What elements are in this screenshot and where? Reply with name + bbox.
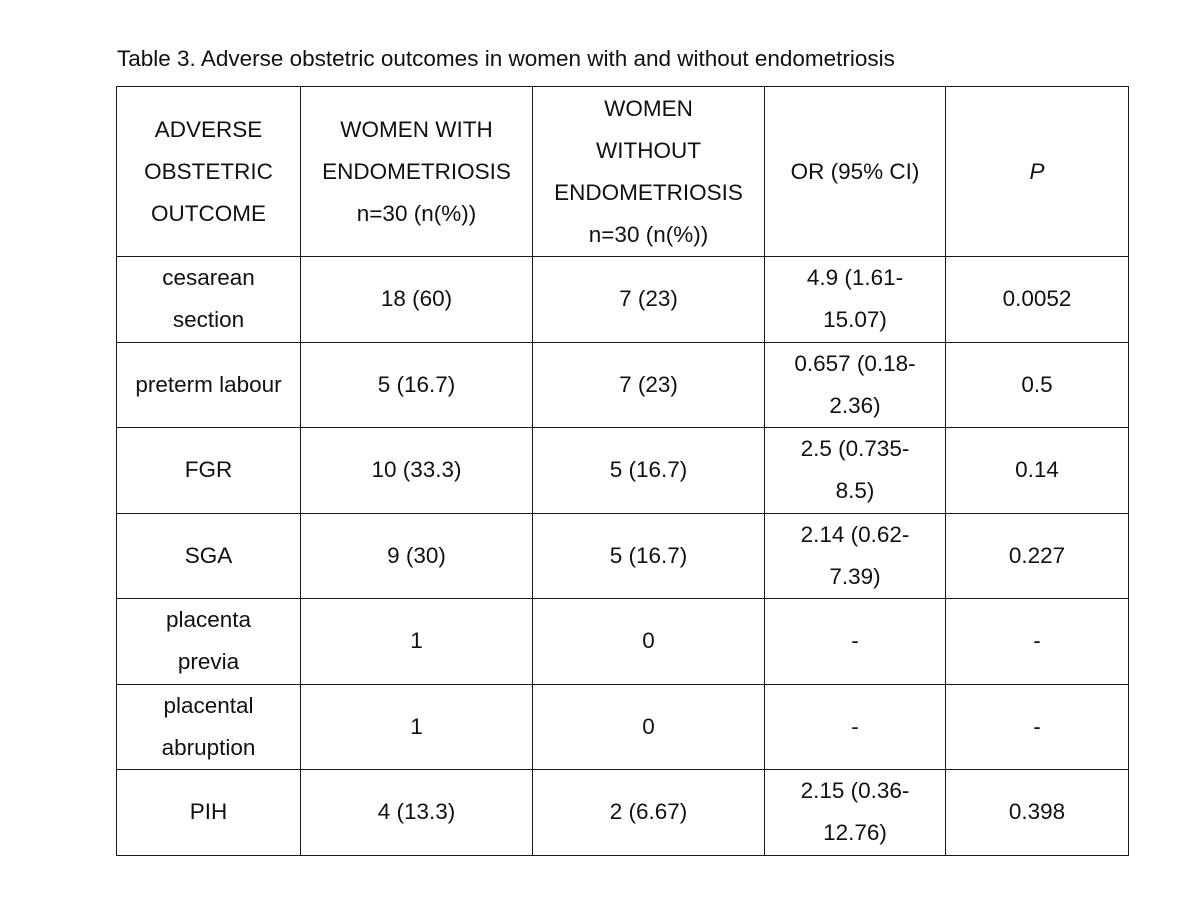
cell-text: section xyxy=(172,307,245,333)
cell-text: 2.36) xyxy=(829,392,881,418)
cell-outcome xyxy=(117,257,301,343)
cell-without-endometriosis xyxy=(533,513,765,599)
header-text: WITHOUT xyxy=(596,137,701,163)
cell-text: placental xyxy=(163,692,254,718)
header-text: OUTCOME xyxy=(151,200,266,226)
cell-text: FGR xyxy=(184,457,233,483)
cell-text: - xyxy=(1033,713,1041,739)
cell-with-endometriosis xyxy=(301,684,533,770)
header-text: OR (95% CI) xyxy=(790,158,920,184)
header-text: P xyxy=(1029,158,1045,184)
cell-odds-ratio xyxy=(765,513,946,599)
cell-text: 9 (30) xyxy=(387,542,446,568)
outcomes-table xyxy=(116,86,1129,856)
cell-without-endometriosis xyxy=(533,428,765,514)
header-cell-outcome xyxy=(117,87,301,257)
cell-without-endometriosis xyxy=(533,770,765,856)
header-text: WOMEN xyxy=(604,95,693,121)
cell-text: 8.5) xyxy=(835,478,875,504)
cell-text: 1 xyxy=(410,713,423,739)
cell-text: 7 (23) xyxy=(619,286,678,312)
cell-with-endometriosis xyxy=(301,342,533,428)
cell-text: 4.9 (1.61- xyxy=(806,265,904,291)
cell-text: 15.07) xyxy=(823,307,887,333)
header-cell-odds-ratio xyxy=(765,87,946,257)
cell-text: 0.0052 xyxy=(1002,286,1072,312)
cell-odds-ratio xyxy=(765,770,946,856)
header-text: ENDOMETRIOSIS xyxy=(554,179,743,205)
cell-text: abruption xyxy=(161,734,256,760)
cell-text: 0.227 xyxy=(1008,542,1066,568)
header-text: ENDOMETRIOSIS xyxy=(322,158,511,184)
header-cell-with-endometriosis xyxy=(301,87,533,257)
cell-without-endometriosis xyxy=(533,599,765,685)
cell-text: 2 (6.67) xyxy=(609,799,688,825)
cell-text: 18 (60) xyxy=(380,286,453,312)
table-body xyxy=(117,257,1129,856)
cell-text: 0.14 xyxy=(1015,457,1059,483)
cell-p-value xyxy=(946,599,1129,685)
table-row xyxy=(117,342,1129,428)
cell-outcome xyxy=(117,599,301,685)
cell-odds-ratio xyxy=(765,342,946,428)
cell-odds-ratio xyxy=(765,599,946,685)
cell-text: 5 (16.7) xyxy=(377,371,456,397)
cell-text: cesarean xyxy=(162,265,255,291)
header-cell-without-endometriosis xyxy=(533,87,765,257)
cell-text: 0.5 xyxy=(1021,371,1053,397)
header-row xyxy=(117,87,1129,257)
cell-text: - xyxy=(1033,628,1041,654)
cell-without-endometriosis xyxy=(533,342,765,428)
cell-text: 5 (16.7) xyxy=(609,542,688,568)
cell-text: 0.657 (0.18- xyxy=(794,350,916,376)
cell-text: 1 xyxy=(410,628,423,654)
cell-text: 4 (13.3) xyxy=(377,799,456,825)
cell-odds-ratio xyxy=(765,257,946,343)
cell-with-endometriosis xyxy=(301,428,533,514)
cell-text: - xyxy=(851,713,859,739)
cell-text: 10 (33.3) xyxy=(371,457,462,483)
cell-text: previa xyxy=(177,649,240,675)
table-caption: Table 3. Adverse obstetric outcomes in women with and without endometriosis xyxy=(117,46,895,71)
cell-odds-ratio xyxy=(765,684,946,770)
cell-outcome xyxy=(117,770,301,856)
cell-text: 0.398 xyxy=(1008,799,1066,825)
cell-p-value xyxy=(946,770,1129,856)
table-row xyxy=(117,257,1129,343)
cell-outcome xyxy=(117,342,301,428)
cell-text: 2.15 (0.36- xyxy=(800,778,910,804)
cell-p-value xyxy=(946,342,1129,428)
cell-text: SGA xyxy=(184,542,233,568)
cell-text: 2.14 (0.62- xyxy=(800,521,910,547)
cell-text: 0 xyxy=(642,628,655,654)
cell-p-value xyxy=(946,257,1129,343)
header-text: n=30 (n(%)) xyxy=(356,200,477,226)
cell-with-endometriosis xyxy=(301,599,533,685)
cell-with-endometriosis xyxy=(301,513,533,599)
cell-text: placenta xyxy=(165,607,252,633)
cell-text: 2.5 (0.735- xyxy=(800,436,910,462)
table-row xyxy=(117,770,1129,856)
header-text: OBSTETRIC xyxy=(144,158,273,184)
cell-text: PIH xyxy=(189,799,228,825)
cell-odds-ratio xyxy=(765,428,946,514)
cell-text: 12.76) xyxy=(823,820,887,846)
header-text: ADVERSE xyxy=(154,116,263,142)
cell-outcome xyxy=(117,513,301,599)
cell-outcome xyxy=(117,428,301,514)
header-text: WOMEN WITH xyxy=(340,116,493,142)
cell-without-endometriosis xyxy=(533,684,765,770)
cell-text: 7 (23) xyxy=(619,371,678,397)
table-row xyxy=(117,513,1129,599)
cell-p-value xyxy=(946,513,1129,599)
cell-p-value xyxy=(946,428,1129,514)
header-text: n=30 (n(%)) xyxy=(588,221,709,247)
header-cell-p-value xyxy=(946,87,1129,257)
cell-text: 0 xyxy=(642,713,655,739)
cell-text: - xyxy=(851,628,859,654)
cell-text: 7.39) xyxy=(829,563,881,589)
cell-with-endometriosis xyxy=(301,770,533,856)
table-row xyxy=(117,599,1129,685)
cell-text: preterm labour xyxy=(135,371,282,397)
table-row xyxy=(117,684,1129,770)
cell-outcome xyxy=(117,684,301,770)
cell-with-endometriosis xyxy=(301,257,533,343)
cell-without-endometriosis xyxy=(533,257,765,343)
table-row xyxy=(117,428,1129,514)
cell-text: 5 (16.7) xyxy=(609,457,688,483)
cell-p-value xyxy=(946,684,1129,770)
